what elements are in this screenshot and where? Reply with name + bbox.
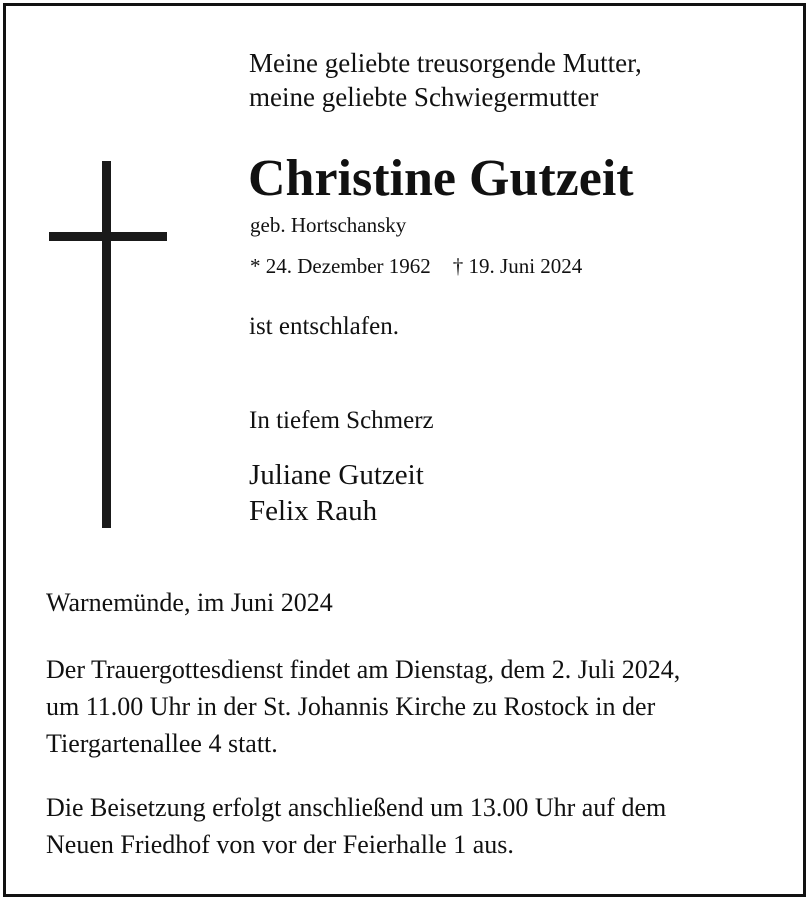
burial-line-1: Die Beisetzung erfolgt anschließend um 13.00 Uhr auf dem [46, 793, 667, 822]
maiden-name: geb. Hortschansky [250, 213, 407, 237]
birth-date: * 24. Dezember 1962 [250, 254, 431, 278]
service-paragraph [46, 651, 680, 762]
mourners-list [249, 457, 424, 529]
statement-text: ist entschlafen. [249, 313, 399, 340]
grief-line: In tiefem Schmerz [249, 407, 434, 434]
service-line-1: Der Trauergottesdienst findet am Dienstag, dem 2. Juli 2024, [46, 655, 681, 684]
place-date: Warnemünde, im Juni 2024 [46, 588, 333, 617]
life-dates [250, 252, 582, 280]
service-line-2: um 11.00 Uhr in der St. Johannis Kirche zu Rostock in der [46, 692, 656, 721]
intro-line-2: meine geliebte Schwiegermutter [249, 82, 599, 112]
intro-line-1: Meine geliebte treusorgende Mutter, [249, 48, 642, 78]
burial-paragraph [46, 789, 666, 863]
cross-vertical-bar [102, 161, 111, 528]
mourner-name: Felix Rauh [249, 495, 378, 527]
death-date: † 19. Juni 2024 [452, 254, 583, 278]
burial-line-2: Neuen Friedhof von vor der Feierhalle 1 aus. [46, 830, 514, 859]
intro-text [249, 46, 642, 114]
service-line-3: Tiergartenallee 4 statt. [46, 729, 278, 758]
mourner-name: Juliane Gutzeit [249, 459, 424, 491]
notice-frame [3, 3, 806, 897]
deceased-name: Christine Gutzeit [248, 150, 634, 207]
cross-horizontal-bar [49, 232, 167, 241]
